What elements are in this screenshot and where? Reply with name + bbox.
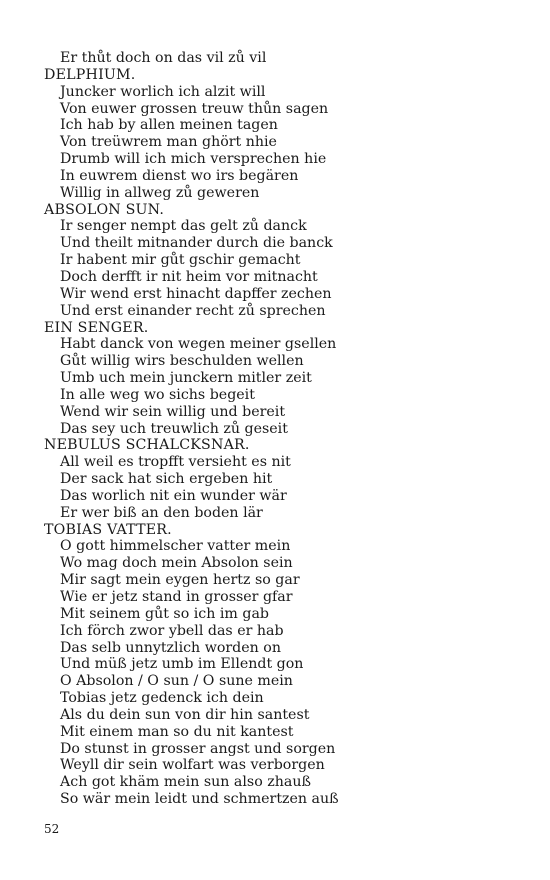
verse-line: Wie er jetz stand in grosser gfar xyxy=(60,589,293,605)
verse-line: Und erst einander recht zů sprechen xyxy=(60,302,326,319)
verse-line: Ach got khäm mein sun also zhauß xyxy=(60,774,311,791)
verse-line: Als du dein sun von dir hin santest xyxy=(60,706,310,723)
verse-line: All weil es tropfft versieht es nit xyxy=(60,454,291,471)
verse-line: Umb uch mein junckern mitler zeit xyxy=(60,370,312,387)
speaker-name: ABSOLON SUN. xyxy=(44,201,165,218)
verse-line: So wär mein leidt und schmertzen auß xyxy=(60,791,339,808)
verse-line: Juncker worlich ich alzit will xyxy=(60,83,266,100)
verse-text-block xyxy=(44,50,524,808)
verse-line: Das selb unnytzlich worden on xyxy=(60,639,281,656)
verse-line: O Absolon / O sun / O sune mein xyxy=(60,673,293,690)
verse-line: Mit einem man so du nit kantest xyxy=(60,723,294,740)
verse-line: Und theilt mitnander durch die banck xyxy=(60,235,333,252)
verse-line: Drumb will ich mich versprechen hie xyxy=(60,151,327,168)
verse-line: Wir wend erst hinacht dapffer zechen xyxy=(60,285,332,302)
verse-line: Von treüwrem man ghört nhie xyxy=(60,134,277,151)
verse-line: Das sey uch treuwlich zů geseit xyxy=(60,420,288,437)
verse-line: Ich hab by allen meinen tagen xyxy=(60,117,278,134)
verse-line: Er wer biß an den boden lär xyxy=(60,504,263,521)
speaker-name: NEBULUS SCHALCKSNAR. xyxy=(44,437,250,454)
verse-line: Ir senger nempt das gelt zů danck xyxy=(60,218,307,235)
page-number: 52 xyxy=(44,822,60,836)
verse-line: Er thůt doch on das vil zů vil xyxy=(60,50,267,66)
verse-line: Wend wir sein willig und bereit xyxy=(60,403,286,420)
verse-line: Und müß jetz umb im Ellendt gon xyxy=(60,656,304,673)
verse-line: O gott himmelscher vatter mein xyxy=(60,538,291,555)
verse-line: Von euwer grossen treuw thůn sagen xyxy=(60,100,329,117)
verse-line: Doch derfft ir nit heim vor mitnacht xyxy=(60,268,318,285)
verse-line: Wo mag doch mein Absolon sein xyxy=(60,555,293,572)
verse-line: Ich förch zwor ybell das er hab xyxy=(60,622,284,639)
verse-line: Mir sagt mein eygen hertz so gar xyxy=(60,572,300,589)
verse-line: Willig in allweg zů geweren xyxy=(60,184,260,201)
speaker-name: TOBIAS VATTER. xyxy=(44,521,172,538)
verse-line: Ir habent mir gůt gschir gemacht xyxy=(60,252,301,269)
verse-line: Habt danck von wegen meiner gsellen xyxy=(60,336,337,353)
speaker-name: DELPHIUM. xyxy=(44,66,136,83)
verse-line: Tobias jetz gedenck ich dein xyxy=(60,690,264,707)
verse-line: Gůt willig wirs beschulden wellen xyxy=(60,353,304,370)
verse-line: Das worlich nit ein wunder wär xyxy=(60,487,287,504)
verse-line: Do stunst in grosser angst und sorgen xyxy=(60,740,336,757)
verse-line: Weyll dir sein wolfart was verborgen xyxy=(60,757,325,774)
verse-line: In alle weg wo sichs begeit xyxy=(60,386,255,403)
verse-line: In euwrem dienst wo irs begären xyxy=(60,167,299,184)
speaker-name: EIN SENGER. xyxy=(44,319,149,336)
verse-line: Der sack hat sich ergeben hit xyxy=(60,471,273,488)
verse-line: Mit seinem gůt so ich im gab xyxy=(60,605,270,622)
